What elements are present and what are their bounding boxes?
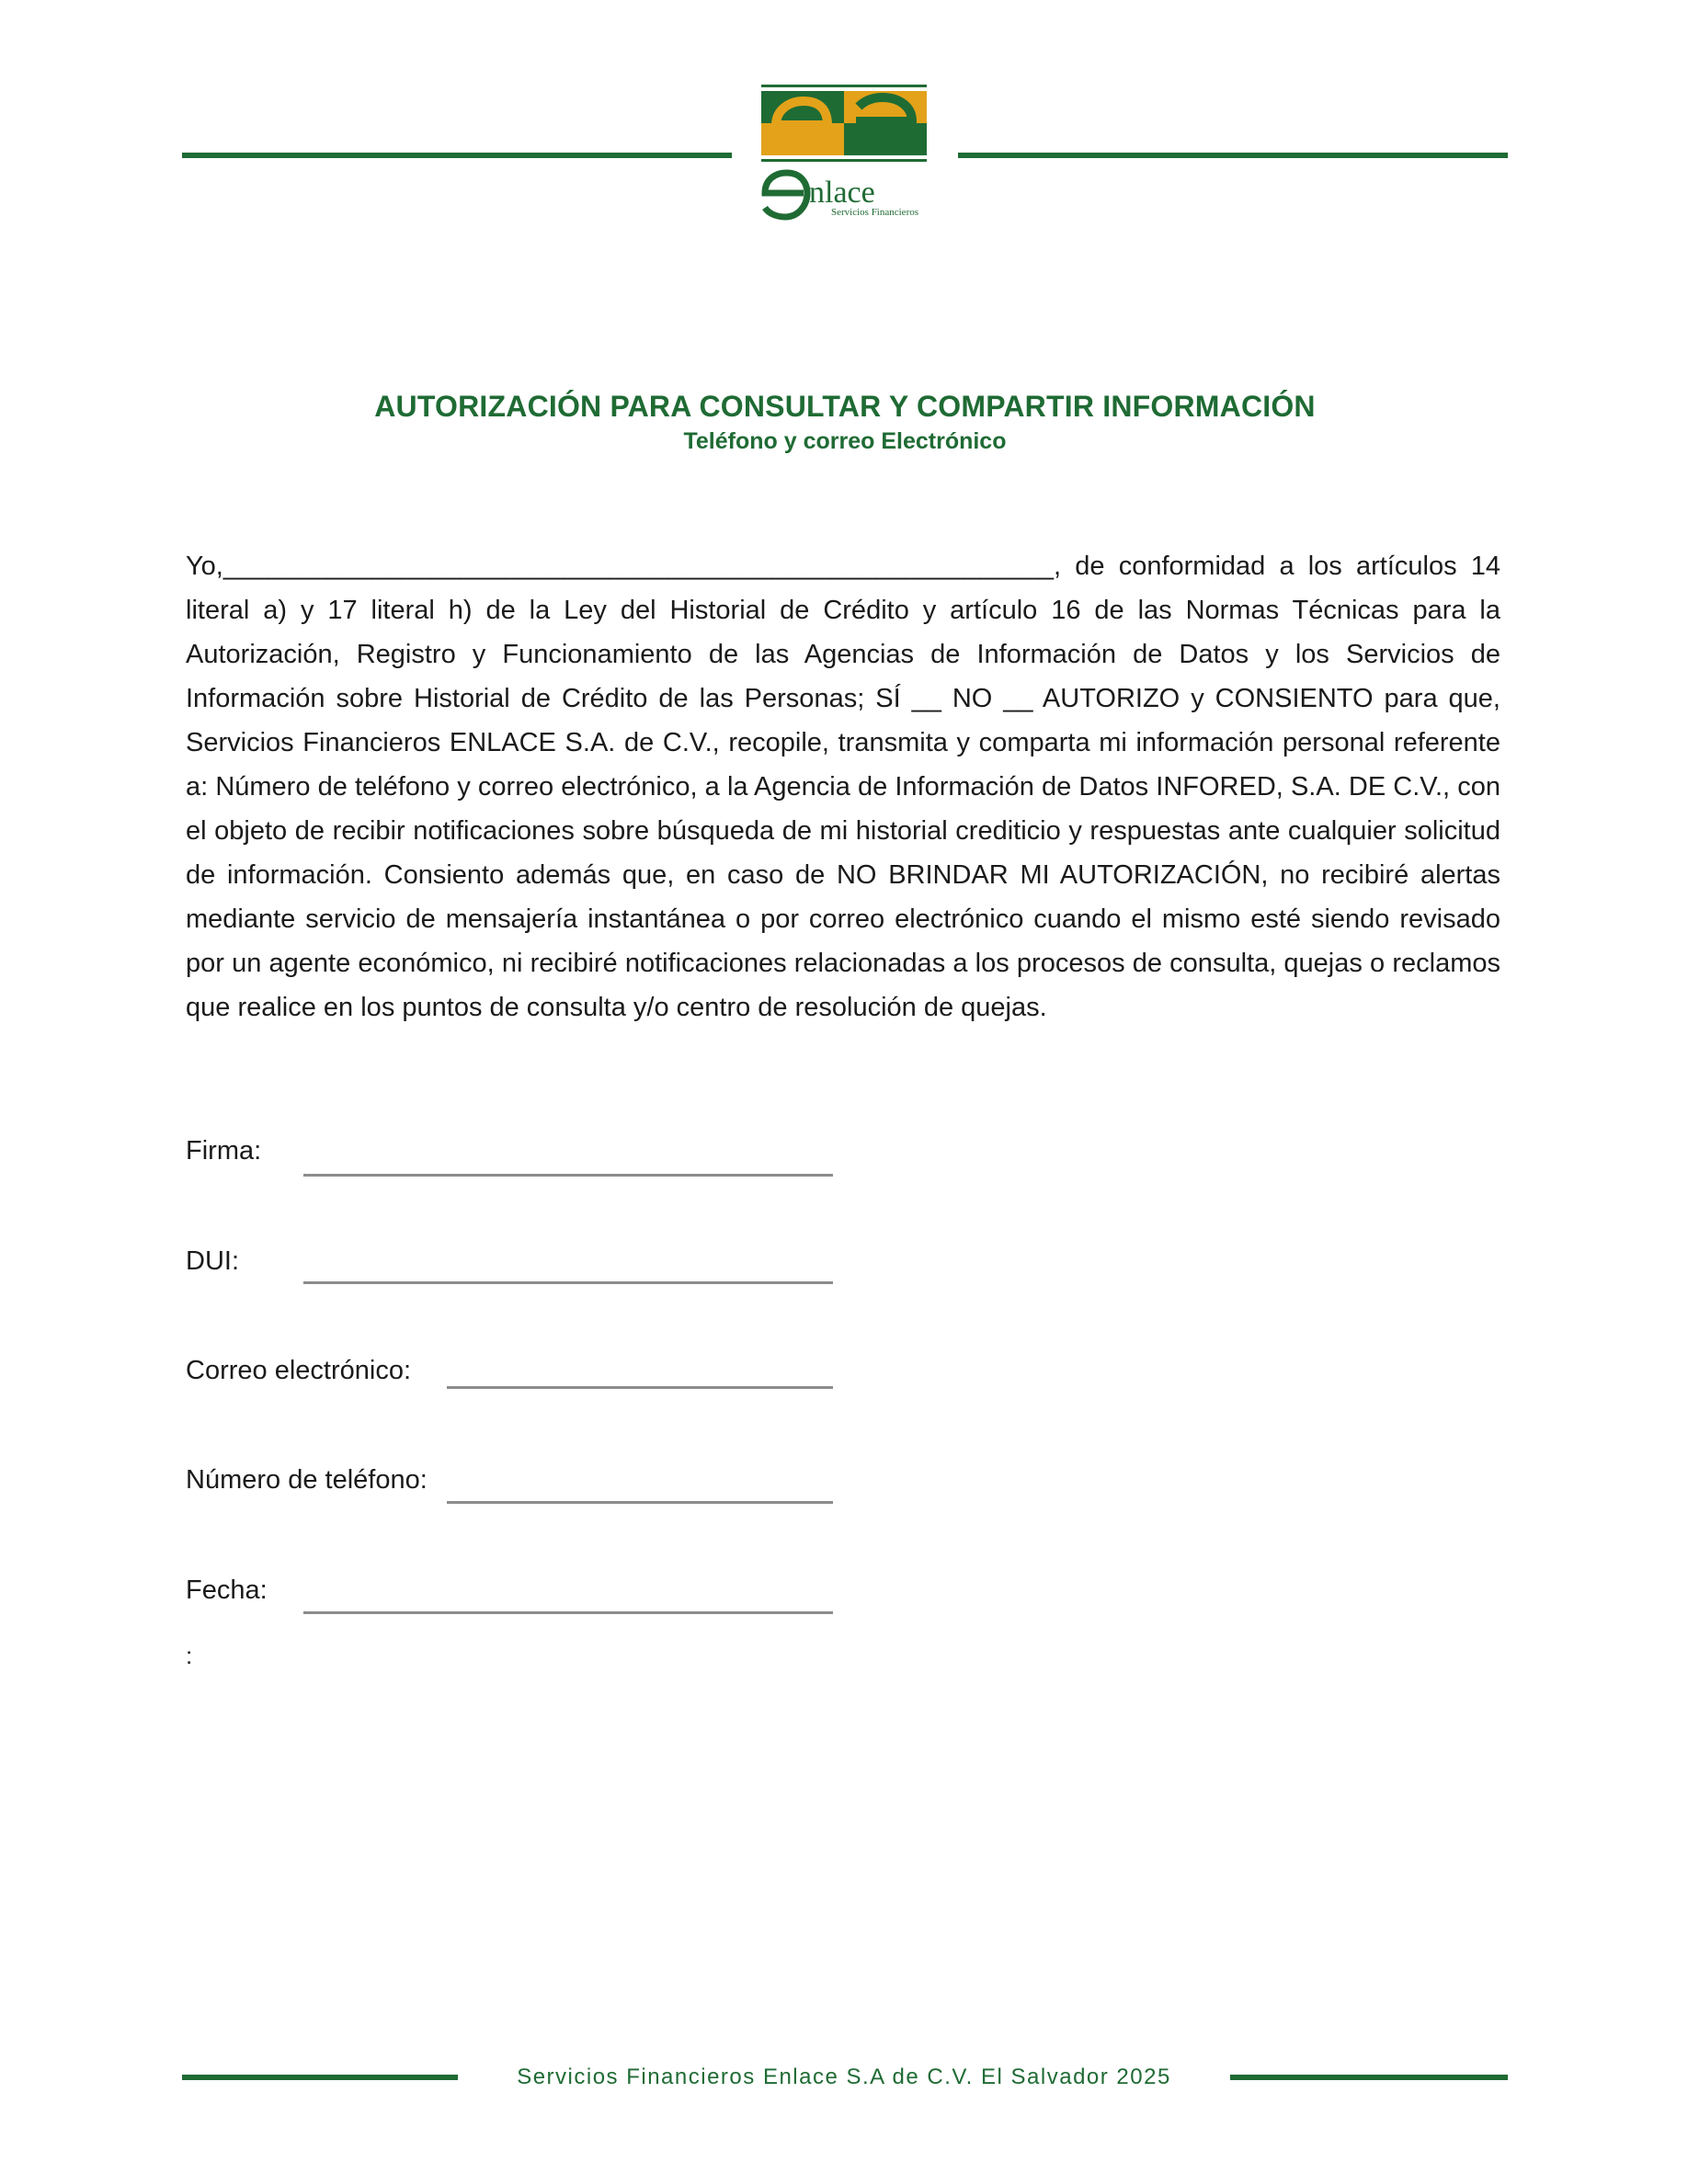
svg-text:Servicios Financieros: Servicios Financieros bbox=[831, 207, 919, 218]
authorization-paragraph: Yo,________________________________________________________, de conformidad a los artículos 14 literal a) y 17 literal h) de la Ley del Historial de Crédito y artículo 16 de las Normas Técnicas para la Autorización, Registro y Funcionamiento de las Agencias de Información de Datos y los Servicios de Información sobre Historial de Crédito de las Personas; SÍ __ NO __ AUTORIZO y CONSIENTO para que, Servicios Financieros ENLACE S.A. de C.V., recopile, transmita y comparta mi información personal referente a: Número de teléfono y correo electrónico, a la Agencia de Información de Datos INFORED, S.A. DE C.V., con el objeto de recibir notificaciones sobre búsqueda de mi historial crediticio y respuestas ante cualquier solicitud de información. Consiento además que, en caso de NO BRINDAR MI AUTORIZACIÓN, no recibiré alertas mediante servicio de mensajería instantánea o por correo electrónico cuando el mismo esté siendo revisado por un agente económico, ni recibiré notificaciones relacionadas a los procesos de consulta, quejas o reclamos que realice en los puntos de consulta y/o centro de resolución de quejas. bbox=[186, 552, 1500, 1022]
fecha-line[interactable] bbox=[303, 1611, 833, 1614]
fecha-label: Fecha: bbox=[186, 1575, 268, 1605]
footer-text: Servicios Financieros Enlace S.A de C.V. El Salvador 2025 bbox=[517, 2065, 1171, 2089]
telefono-label: Número de teléfono: bbox=[186, 1465, 428, 1495]
title-block bbox=[182, 386, 1508, 456]
telefono-line[interactable] bbox=[447, 1501, 833, 1504]
document-subtitle: Teléfono y correo Electrónico bbox=[683, 428, 1007, 454]
enlace-logo bbox=[761, 85, 927, 228]
footer-rule-right bbox=[1230, 2075, 1508, 2080]
header-rule-right bbox=[958, 153, 1508, 158]
svg-text:nlace: nlace bbox=[809, 176, 875, 210]
dui-label: DUI: bbox=[186, 1246, 239, 1276]
document-title: AUTORIZACIÓN PARA CONSULTAR Y COMPARTIR INFORMACIÓN bbox=[374, 390, 1316, 423]
correo-label: Correo electrónico: bbox=[186, 1356, 411, 1385]
firma-line[interactable] bbox=[303, 1174, 833, 1177]
logo-wordmark bbox=[765, 173, 918, 218]
correo-line[interactable] bbox=[447, 1386, 833, 1389]
trailing-colon: : bbox=[186, 1642, 193, 1669]
footer-rule-left bbox=[182, 2075, 458, 2080]
dui-line[interactable] bbox=[303, 1281, 833, 1284]
firma-label: Firma: bbox=[186, 1136, 262, 1166]
header-rule-left bbox=[182, 153, 732, 158]
